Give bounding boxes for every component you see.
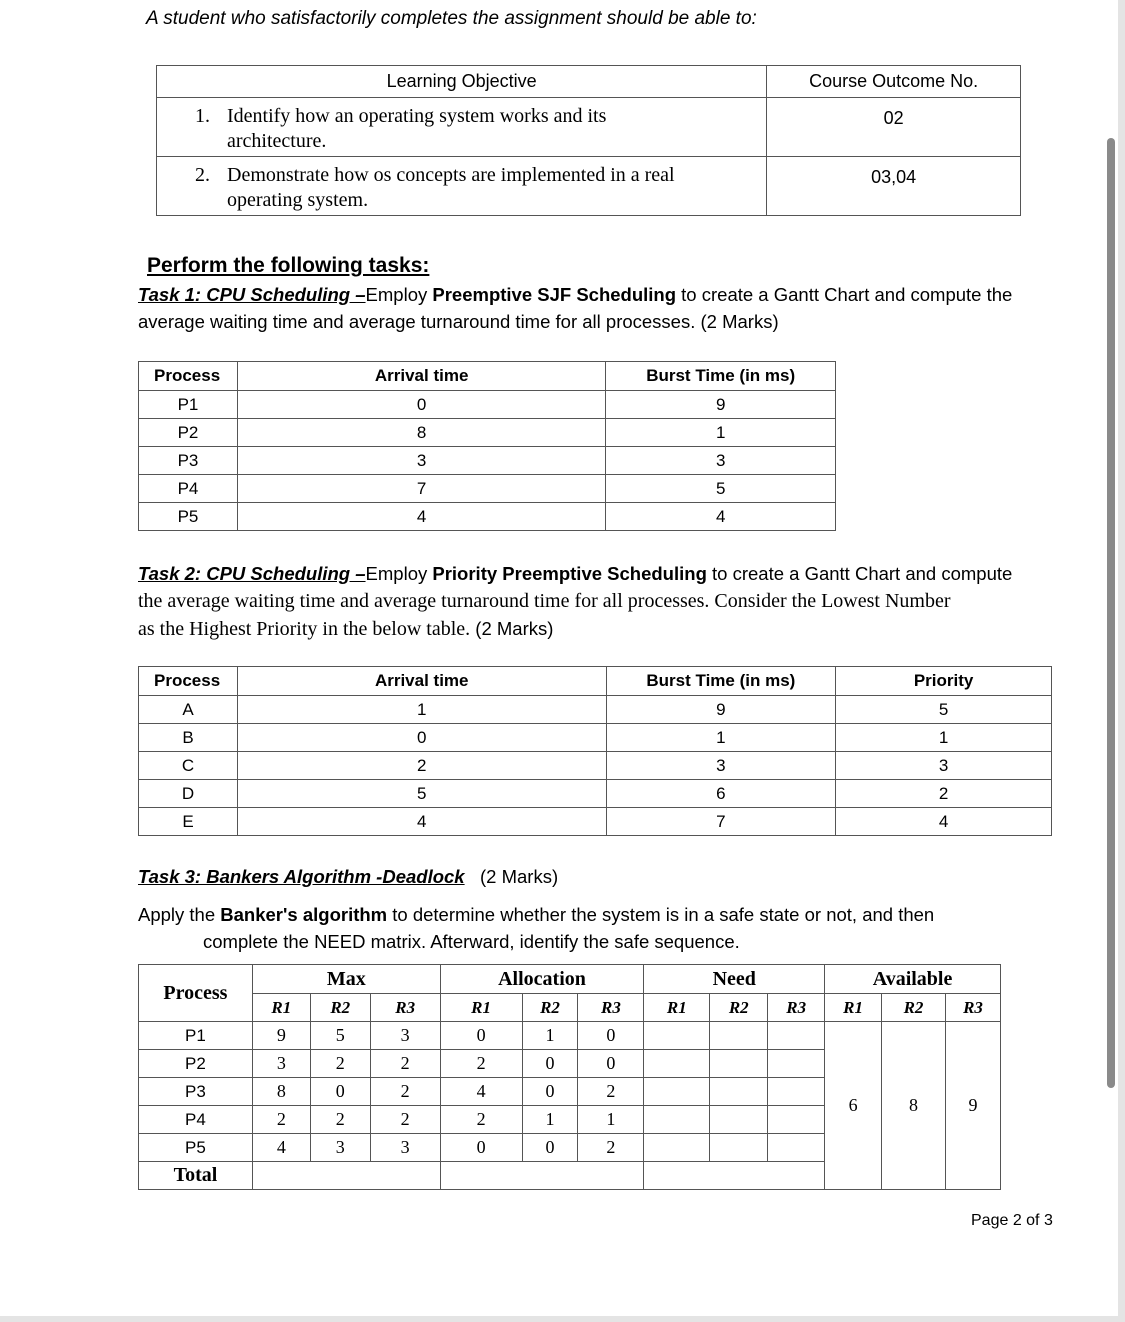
max-cell: 2: [370, 1106, 440, 1134]
task2-text: Employ: [365, 563, 433, 584]
task2-text: the average waiting time and average turnaround time for all processes. Consider the Lowest Number: [138, 590, 951, 612]
process-name: P1: [139, 1022, 253, 1050]
max-cell: 3: [370, 1134, 440, 1162]
table-cell: 2: [836, 780, 1052, 808]
table-cell: 5: [237, 780, 606, 808]
need-cell: [768, 1134, 825, 1162]
allocation-cell: 2: [578, 1078, 644, 1106]
allocation-cell: 4: [440, 1078, 522, 1106]
process-row: [139, 1022, 1001, 1050]
need-cell: [768, 1022, 825, 1050]
need-cell: [768, 1078, 825, 1106]
table-cell: 3: [836, 752, 1052, 780]
window-edge: [0, 1316, 1125, 1322]
max-cell: 3: [370, 1022, 440, 1050]
table-cell: 7: [237, 475, 605, 503]
available-cell: 8: [882, 1022, 946, 1190]
resource-header: R2: [310, 994, 370, 1022]
intro-text: A student who satisfactorily completes the assignment should be able to:: [146, 8, 757, 29]
resource-header: R1: [252, 994, 310, 1022]
task3-method: Banker's algorithm: [220, 904, 388, 925]
scrollbar-thumb[interactable]: [1107, 138, 1115, 1088]
table-cell: 0: [237, 391, 605, 419]
need-cell: [768, 1050, 825, 1078]
table-cell: 4: [237, 503, 605, 531]
need-cell: [644, 1050, 710, 1078]
objective-number: 1.: [195, 105, 210, 127]
table-row: [139, 391, 836, 419]
objective-text-line2: architecture.: [227, 130, 327, 152]
table-row: [139, 752, 1052, 780]
table-cell: 1: [606, 724, 836, 752]
max-cell: 8: [252, 1078, 310, 1106]
column-header: Arrival time: [237, 667, 606, 696]
objective-header: Learning Objective: [157, 66, 767, 98]
resource-header: R3: [370, 994, 440, 1022]
objective-number: 2.: [195, 164, 210, 186]
max-cell: 2: [252, 1106, 310, 1134]
task3-marks: (2 Marks): [480, 866, 559, 887]
table-cell: 4: [237, 808, 606, 836]
need-cell: [710, 1022, 768, 1050]
allocation-cell: 0: [522, 1050, 578, 1078]
task1-text: to create a Gantt Chart and compute the average waiting time and average turnaround time for all processes. (2 Marks): [138, 284, 1013, 332]
page-number: Page 2 of 3: [971, 1212, 1053, 1229]
learning-objectives-table: [156, 65, 1021, 216]
table-cell: 1: [836, 724, 1052, 752]
objective-text-line2: operating system.: [227, 189, 369, 211]
tasks-heading: Perform the following tasks:: [147, 254, 430, 277]
task2-marks: (2 Marks): [470, 618, 554, 639]
need-cell: [644, 1134, 710, 1162]
table-row: [139, 447, 836, 475]
table-cell: B: [139, 724, 238, 752]
task2-method: Priority Preemptive Scheduling: [432, 563, 707, 584]
table-row: [139, 503, 836, 531]
available-cell: 6: [825, 1022, 882, 1190]
resource-header: R1: [644, 994, 710, 1022]
table-row: [139, 419, 836, 447]
task3-title: Task 3: Bankers Algorithm -Deadlock: [138, 866, 465, 887]
max-cell: 9: [252, 1022, 310, 1050]
allocation-cell: 0: [578, 1022, 644, 1050]
resource-header: R2: [882, 994, 946, 1022]
objective-text-line1: Identify how an operating system works and its: [227, 105, 607, 127]
table-cell: 2: [237, 752, 606, 780]
column-header: Process: [139, 667, 238, 696]
group-header: Need: [644, 965, 825, 994]
task3-title-line: [138, 863, 1058, 890]
table-cell: 1: [606, 419, 836, 447]
task1-title: Task 1: CPU Scheduling –: [138, 284, 366, 305]
allocation-cell: 2: [578, 1134, 644, 1162]
max-cell: 2: [370, 1050, 440, 1078]
max-cell: 2: [310, 1106, 370, 1134]
objective-text-line1: Demonstrate how os concepts are implemented in a real: [227, 164, 675, 186]
group-header: Max: [252, 965, 440, 994]
table-cell: 1: [237, 696, 606, 724]
process-name: P3: [139, 1078, 253, 1106]
table-row: [139, 724, 1052, 752]
column-header: Burst Time (in ms): [606, 362, 836, 391]
task1-text: Employ: [365, 284, 433, 305]
total-allocation: [440, 1162, 644, 1190]
allocation-cell: 0: [440, 1022, 522, 1050]
objective-row: [157, 157, 1021, 216]
table-cell: A: [139, 696, 238, 724]
table-cell: 0: [237, 724, 606, 752]
table-cell: C: [139, 752, 238, 780]
task2-title: Task 2: CPU Scheduling –: [138, 563, 366, 584]
task3-text: complete the NEED matrix. Afterward, identify the safe sequence.: [203, 931, 740, 952]
table-cell: E: [139, 808, 238, 836]
need-cell: [710, 1106, 768, 1134]
process-header: Process: [139, 965, 253, 1022]
need-cell: [710, 1050, 768, 1078]
table-cell: P1: [139, 391, 238, 419]
table-cell: P3: [139, 447, 238, 475]
objective-row: [157, 98, 1021, 157]
process-name: P2: [139, 1050, 253, 1078]
total-need: [644, 1162, 825, 1190]
outcome-header: Course Outcome No.: [767, 66, 1021, 98]
table-cell: 7: [606, 808, 836, 836]
need-cell: [644, 1106, 710, 1134]
max-cell: 5: [310, 1022, 370, 1050]
column-header: Burst Time (in ms): [606, 667, 836, 696]
task2-process-table: [138, 666, 1052, 836]
max-cell: 2: [370, 1078, 440, 1106]
table-row: [139, 696, 1052, 724]
max-cell: 3: [310, 1134, 370, 1162]
table-cell: 3: [237, 447, 605, 475]
resource-header: R2: [710, 994, 768, 1022]
task1-process-table: [138, 361, 836, 531]
table-cell: P4: [139, 475, 238, 503]
window-edge: [1118, 0, 1125, 1322]
allocation-cell: 0: [522, 1134, 578, 1162]
table-cell: 4: [606, 503, 836, 531]
resource-header: R3: [578, 994, 644, 1022]
column-header: Arrival time: [237, 362, 605, 391]
task2-text: to create a Gantt Chart and compute: [706, 563, 1013, 584]
task1-method: Preemptive SJF Scheduling: [432, 284, 677, 305]
allocation-cell: 2: [440, 1106, 522, 1134]
task1-description: [138, 281, 1058, 335]
table-row: [139, 475, 836, 503]
table-cell: 6: [606, 780, 836, 808]
table-cell: P5: [139, 503, 238, 531]
task3-text: to determine whether the system is in a safe state or not, and then: [387, 904, 935, 925]
task2-text: as the Highest Priority in the below table.: [138, 618, 471, 640]
total-label: Total: [139, 1162, 253, 1190]
max-cell: 2: [310, 1050, 370, 1078]
resource-header: R1: [825, 994, 882, 1022]
group-header: Available: [825, 965, 1001, 994]
table-row: [139, 780, 1052, 808]
table-cell: 5: [606, 475, 836, 503]
course-outcome: 03,04: [767, 157, 1021, 216]
table-cell: 9: [606, 696, 836, 724]
bankers-table: [138, 964, 1001, 1190]
resource-header: R3: [768, 994, 825, 1022]
table-cell: 9: [606, 391, 836, 419]
table-cell: 3: [606, 752, 836, 780]
table-cell: 8: [237, 419, 605, 447]
allocation-cell: 2: [440, 1050, 522, 1078]
allocation-cell: 0: [440, 1134, 522, 1162]
allocation-cell: 0: [522, 1078, 578, 1106]
max-cell: 3: [252, 1050, 310, 1078]
resource-header: R3: [945, 994, 1000, 1022]
task2-description: [138, 560, 1058, 643]
table-cell: 5: [836, 696, 1052, 724]
allocation-cell: 1: [522, 1106, 578, 1134]
need-cell: [710, 1078, 768, 1106]
column-header: Process: [139, 362, 238, 391]
process-name: P4: [139, 1106, 253, 1134]
table-row: [139, 808, 1052, 836]
total-max: [252, 1162, 440, 1190]
group-header: Allocation: [440, 965, 644, 994]
need-cell: [644, 1022, 710, 1050]
group-header-row: [139, 965, 1001, 994]
task3-text: Apply the: [138, 904, 221, 925]
max-cell: 0: [310, 1078, 370, 1106]
resource-header: R1: [440, 994, 522, 1022]
course-outcome: 02: [767, 98, 1021, 157]
need-cell: [768, 1106, 825, 1134]
table-cell: 3: [606, 447, 836, 475]
max-cell: 4: [252, 1134, 310, 1162]
allocation-cell: 1: [522, 1022, 578, 1050]
allocation-cell: 0: [578, 1050, 644, 1078]
allocation-cell: 1: [578, 1106, 644, 1134]
need-cell: [644, 1078, 710, 1106]
column-header: Priority: [836, 667, 1052, 696]
table-cell: 4: [836, 808, 1052, 836]
available-cell: 9: [945, 1022, 1000, 1190]
task3-description: [138, 901, 1058, 955]
table-cell: D: [139, 780, 238, 808]
need-cell: [710, 1134, 768, 1162]
table-cell: P2: [139, 419, 238, 447]
resource-header: R2: [522, 994, 578, 1022]
process-name: P5: [139, 1134, 253, 1162]
sub-header-row: [139, 994, 1001, 1022]
